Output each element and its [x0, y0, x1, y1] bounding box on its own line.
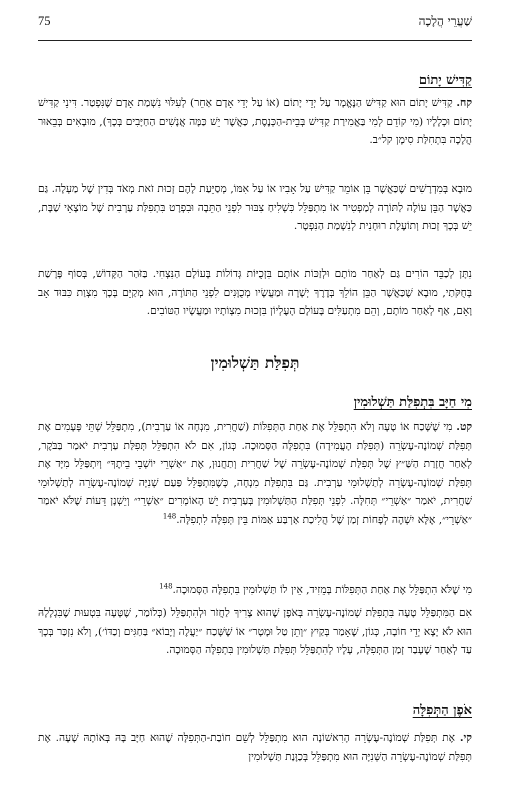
- paragraph: [38, 180, 472, 236]
- paragraph-text: אֶת תְּפִלַּת שְׁמוֹנֶה-עֶשְׂרֵה הָרִאשׁוֹנָה הוּא מִתְפַּלֵּל לְשֵׁם חוֹבַת-הַתְּפִלָּה שֶׁהוּא חַיָּב בָּהּ בְּאוֹתָהּ שָׁעָה. אֶת תְּפִלַּת שְׁמוֹנֶה-עֶשְׂרֵה הַשְּׁנִיָּה הוּא מִתְפַּלֵּל בְּכַוָּנַת תַּשְׁלוּמִין: [38, 732, 472, 763]
- chapter-heading: תְּפִלַּת תַּשְׁלוּמִין: [210, 353, 300, 372]
- paragraph: [38, 94, 472, 150]
- paragraph-text: אִם הַמִּתְפַּלֵּל טָעָה בִּתְפִלַּת שְׁמוֹנֶה-עֶשְׂרֵה בְּאֹפֶן שֶׁהוּא צָרִיךְ לַחֲזֹר וּלְהִתְפַּלֵּל (כְּלוֹמַר, שֶׁטָּעָה בִּטְעוּת שֶׁבִּגְלָלָהּ הוּא לֹא יָצָא יְדֵי חוֹבָה, כְּגוֹן, שֶׁאָמַר בְּקַיִץ ״וְתֵן טַל וּמָטָר״ אוֹ שֶׁשָּׁכַח ״יַעֲלֶה וְיָבוֹא״ בַּחַגִּים וְכַדּוֹ׳), וְלֹא נִזְכַּר בְּכָךְ עַד לְאַחַר שֶׁעָבַר זְמַן הַתְּפִלָּה, עָלָיו לְהִתְפַּלֵּל תְּפִלַּת תַּשְׁלוּמִין בִּתְפִלָּה הַסְּמוּכָה.: [38, 607, 472, 657]
- footnote-marker[interactable]: 148: [159, 582, 173, 591]
- section-heading: קַדִּישׁ יָתוֹם: [418, 73, 472, 88]
- section-heading: אֹפֶן הַתְּפִלָּה: [412, 703, 472, 718]
- header-title: שַׁעֲרֵי הֲלָכָה: [418, 14, 472, 28]
- paragraph-text: קַדִּישׁ יָתוֹם הוּא קַדִּישׁ הַנֶּאֱמָר עַל יְדֵי יָתוֹם (אוֹ עַל יְדֵי אָדָם אַחֵר) לְעִלּוּי נִשְׁמַת אָדָם שֶׁנִּפְטַר. דִּינֵי קַדִּישׁ יָתוֹם וּכְלָלָיו (מִי קוֹדֵם לְמִי בַּאֲמִירַת קַדִּישׁ בְּבֵית-הַכְּנֶסֶת, כַּאֲשֶׁר יֵשׁ כַּמָּה אֲנָשִׁים הַחַיָּבִים בְּכָךְ), מוּבָאִים בְּבֵאוּר הֲלָכָה בִּתְחִלַּת סִימָן קל״ב.: [38, 97, 472, 147]
- paragraph-label: קי.: [459, 732, 472, 744]
- section-heading: מִי חַיָּב בִּתְפִלַּת תַּשְׁלוּמִין: [353, 395, 472, 410]
- paragraph: [38, 265, 472, 321]
- page-number: 75: [38, 14, 51, 28]
- paragraph: [38, 729, 472, 766]
- paragraph-text: מוּבָא בְּמִדְרָשִׁים שֶׁכַּאֲשֶׁר בֵּן אוֹמֵר קַדִּישׁ עַל אָבִיו אוֹ עַל אִמּוֹ, מְסַיֵּעַת לָהֶם זְכוּת זֹאת מְאֹד בְּדִין שֶׁל מַעְלָה. גַּם כַּאֲשֶׁר הַבֵּן עוֹלֶה לַתּוֹרָה לְמַפְטִיר אוֹ מִתְפַּלֵּל כִּשְׁלִיחַ צִבּוּר לִפְנֵי הַתֵּבָה וּבִפְרָט בִּתְפִלַּת עַרְבִית שֶׁל מוֹצָאֵי שַׁבָּת, יֵשׁ בְּכָךְ זְכוּת וְתוֹעֶלֶת רוּחָנִית לְנִשְׁמַת הַנִּפְטָר.: [38, 183, 472, 233]
- paragraph-text: מִי שֶׁשָּׁכַח אוֹ טָעָה וְלֹא הִתְפַּלֵּל אֶת אַחַת הַתְּפִלּוֹת (שַׁחֲרִית, מִנְחָה אוֹ עַרְבִית), מִתְפַּלֵּל שְׁתֵּי פְּעָמִים אֶת תְּפִלַּת שְׁמוֹנֶה-עֶשְׂרֵה (תְּפִלַּת הָעֲמִידָה) בִּתְפִלָּה הַסְּמוּכָה. כְּגוֹן, אִם לֹא הִתְפַּלֵּל תְּפִלַּת עַרְבִית יֹאמַר בַּבֹּקֶר, לְאַחַר חֲזָרַת הַשַּׁ״ץ שֶׁל תְּפִלַּת שְׁמוֹנֶה-עֶשְׂרֵה שֶׁל שַׁחֲרִית וְתַחֲנוּן, אֶת ״אַשְׁרֵי יוֹשְׁבֵי בֵיתֶךָ״ וְיִתְפַּלֵּל מִיָּד אֶת תְּפִלַּת שְׁמוֹנֶה-עֶשְׂרֵה לְתַשְׁלוּמֵי עַרְבִית. גַּם בִּתְפִלַּת מִנְחָה, כְּשֶׁמִּתְפַּלֵּל פַּעַם שְׁנִיָּה שְׁמוֹנֶה-עֶשְׂרֵה לְתַשְׁלוּמֵי שַׁחֲרִית, יֹאמַר ״אַשְׁרֵי״ תְּחִלָּה. לִפְנֵי תְּפִלַּת הַתַּשְׁלוּמִין בְּעַרְבִית יֵשׁ הָאוֹמְרִים ״אַשְׁרֵי״ וְיֵשְׁנָן דֵּעוֹת שֶׁלֹּא יֹאמַר ״אַשְׁרֵי״, אֶלָּא יִשְׁהֶה לְפָחוֹת זְמַן שֶׁל הֲלִיכַת אַרְבַּע אַמּוֹת בֵּין תְּפִלָּה לִתְפִלָּה.: [38, 421, 472, 526]
- paragraph: [38, 581, 472, 600]
- paragraph: [38, 604, 472, 660]
- running-header: [38, 14, 472, 41]
- paragraph-label: קח.: [456, 97, 472, 109]
- paragraph-text: נִתָּן לְכַבֵּד הוֹרִים גַּם לְאַחַר מוֹתָם וּלְזַכּוֹת אוֹתָם בִּזְכֻיּוֹת גְּדוֹלוֹת בָּעוֹלָם הַנִּצְחִי. בַּזֹּהַר הַקָּדוֹשׁ, בְּסוֹף פָּרָשַׁת בְּחֻקֹּתַי, מוּבָא שֶׁכַּאֲשֶׁר הַבֵּן הוֹלֵךְ בְּדֶרֶךְ יְשָׁרָה וּמַעֲשָׂיו מְכֻוָּנִים לִפְנֵי הַתּוֹרָה, הוּא מְקַיֵּם בְּכָךְ מִצְוַת כִּבּוּד אָב וָאֵם, אַף לְאַחַר מוֹתָם, וְהֵם מִתְעַלִּים בָּעוֹלָם הָעֶלְיוֹן בִּזְכוּת מִצְוֹתָיו וּמַעֲשָׂיו הַטּוֹבִים.: [38, 268, 472, 318]
- paragraph: [38, 418, 472, 530]
- paragraph-label: קט.: [456, 421, 473, 433]
- footnote-marker[interactable]: 148: [162, 512, 177, 521]
- paragraph-text: מִי שֶׁלֹּא הִתְפַּלֵּל אֶת אַחַת הַתְּפִלּוֹת בְּמֵזִיד, אֵין לוֹ תַּשְׁלוּמִין בִּתְפִלָּה הַסְּמוּכָה.: [172, 584, 472, 596]
